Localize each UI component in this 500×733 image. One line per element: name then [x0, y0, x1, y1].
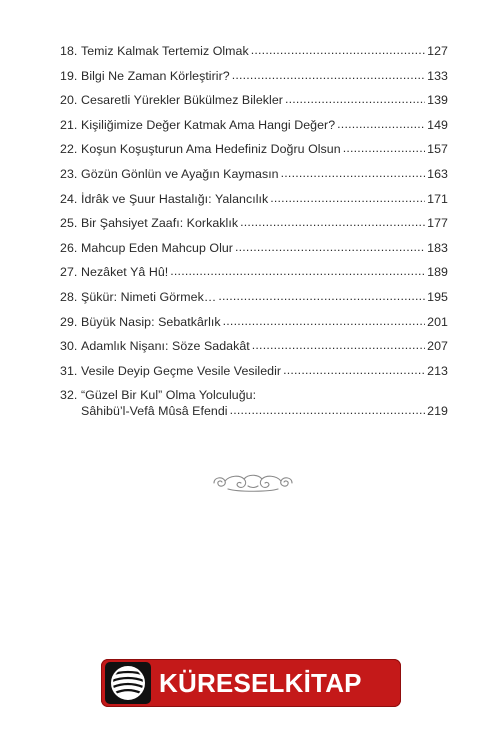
toc-entry-number: 25.: [60, 216, 78, 231]
toc-entry: [60, 191, 448, 207]
toc-entry-number: 30.: [60, 339, 78, 354]
toc-entry-number: 21.: [60, 117, 78, 132]
toc-entry: [60, 43, 448, 59]
toc-dot-leader: [170, 263, 425, 279]
toc-entry-title: “Güzel Bir Kul” Olma Yolculuğu:: [81, 388, 257, 403]
toc-entry-line: [60, 117, 448, 133]
toc-entry-line: [60, 363, 448, 379]
publisher-name: KÜRESELKİTAP: [159, 668, 362, 698]
toc-dot-leader: [235, 239, 425, 255]
toc-entry-line: [60, 43, 448, 59]
toc-entry-number: 19.: [60, 68, 78, 83]
toc-entry-title: Koşun Koşuşturun Ama Hedefiniz Doğru Olsun: [81, 142, 341, 157]
toc-dot-leader: [270, 190, 425, 206]
scroll-ornament-icon: [208, 470, 298, 496]
toc-dot-leader: [281, 165, 426, 181]
toc-entry-number: 27.: [60, 265, 78, 280]
toc-entry: [60, 141, 448, 157]
toc-entry-line: [60, 166, 448, 182]
toc-dot-leader: [337, 116, 425, 132]
toc-entry-title: Cesaretli Yürekler Bükülmez Bilekler: [81, 93, 283, 108]
toc-entry-number: 23.: [60, 166, 78, 181]
toc-dot-leader: [283, 362, 425, 378]
toc-dot-leader: [343, 140, 425, 156]
toc-entry-number: 32.: [60, 388, 78, 403]
toc-entry: [60, 166, 448, 182]
toc-dot-leader: [223, 313, 426, 329]
toc-dot-leader: [230, 402, 426, 418]
toc-entry-page-number: 157: [427, 142, 448, 157]
toc-entry: [60, 68, 448, 84]
toc-entry-title: Bilgi Ne Zaman Körleştirir?: [81, 68, 230, 83]
toc-entry-title: Büyük Nasip: Sebatkârlık: [81, 314, 221, 329]
toc-entry-title: İdrâk ve Şuur Hastalığı: Yalancılık: [81, 191, 269, 206]
toc-entry-number: 28.: [60, 289, 78, 304]
toc-entry-page-number: 183: [427, 240, 448, 255]
toc-dot-leader: [218, 288, 425, 304]
toc-entry-line: [60, 141, 448, 157]
toc-entry-number: 20.: [60, 93, 78, 108]
toc-entry-number: 22.: [60, 142, 78, 157]
toc-entry-title: Sâhibü’l-Vefâ Mûsâ Efendi: [81, 404, 228, 419]
toc-entry-number: 24.: [60, 191, 78, 206]
toc-entry: [60, 387, 448, 419]
toc-dot-leader: [251, 42, 425, 58]
toc-entry-page-number: 201: [427, 314, 448, 329]
toc-entry-page-number: 207: [427, 339, 448, 354]
toc-entry-line: [60, 387, 448, 403]
toc-entry-number: 31.: [60, 363, 78, 378]
toc-entry-number: 18.: [60, 44, 78, 58]
toc-entry-line: [60, 191, 448, 207]
toc-entry-line: [60, 92, 448, 108]
toc-entry-title: Temiz Kalmak Tertemiz Olmak: [81, 44, 249, 58]
toc-entry: [60, 92, 448, 108]
toc-entry-title: Vesile Deyip Geçme Vesile Vesiledir: [81, 363, 282, 378]
toc-dot-leader: [285, 91, 425, 107]
toc-entry-line: [60, 264, 448, 280]
toc-entry-page-number: 127: [427, 44, 448, 58]
toc-entry: [60, 363, 448, 379]
toc-entry-line: [60, 240, 448, 256]
toc-entry-title: Adamlık Nişanı: Söze Sadakât: [81, 339, 250, 354]
toc-entry-line: [60, 289, 448, 305]
toc-entry-line: [60, 403, 448, 419]
toc-entry-page-number: 189: [427, 265, 448, 280]
toc-entry-title: Mahcup Eden Mahcup Olur: [81, 240, 233, 255]
toc-dot-leader: [240, 214, 425, 230]
publisher-logo-banner: [101, 659, 401, 707]
toc-dot-leader: [252, 337, 425, 353]
toc-entry: [60, 264, 448, 280]
toc-entry: [60, 117, 448, 133]
toc-entry-line: [60, 338, 448, 354]
toc-entry-title: Bir Şahsiyet Zaafı: Korkaklık: [81, 216, 239, 231]
toc-entry-page-number: 171: [427, 191, 448, 206]
toc-entry-number: 29.: [60, 314, 78, 329]
toc-entry-title: Gözün Gönlün ve Ayağın Kaymasın: [81, 166, 279, 181]
toc-entry-page-number: 219: [427, 404, 448, 419]
toc-entry-page-number: 177: [427, 216, 448, 231]
table-of-contents: [60, 43, 448, 428]
toc-entry-number: 26.: [60, 240, 78, 255]
toc-entry-page-number: 133: [427, 68, 448, 83]
toc-entry-page-number: 213: [427, 363, 448, 378]
toc-entry-page-number: 149: [427, 117, 448, 132]
toc-entry-title: Nezâket Yâ Hû!: [81, 265, 169, 280]
toc-dot-leader: [232, 67, 425, 83]
toc-entry: [60, 314, 448, 330]
toc-entry: [60, 240, 448, 256]
toc-entry-line: [60, 68, 448, 84]
toc-entry-title: Kişiliğimize Değer Katmak Ama Hangi Değer?: [81, 117, 336, 132]
toc-entry: [60, 289, 448, 305]
toc-entry-title: Şükür: Nimeti Görmek…: [81, 289, 217, 304]
globe-logo-icon: [105, 662, 151, 704]
toc-entry-line: [60, 314, 448, 330]
toc-entry-line: [60, 215, 448, 231]
toc-entry-page-number: 195: [427, 289, 448, 304]
toc-entry: [60, 338, 448, 354]
toc-entry: [60, 215, 448, 231]
toc-entry-page-number: 139: [427, 93, 448, 108]
toc-entry-page-number: 163: [427, 166, 448, 181]
